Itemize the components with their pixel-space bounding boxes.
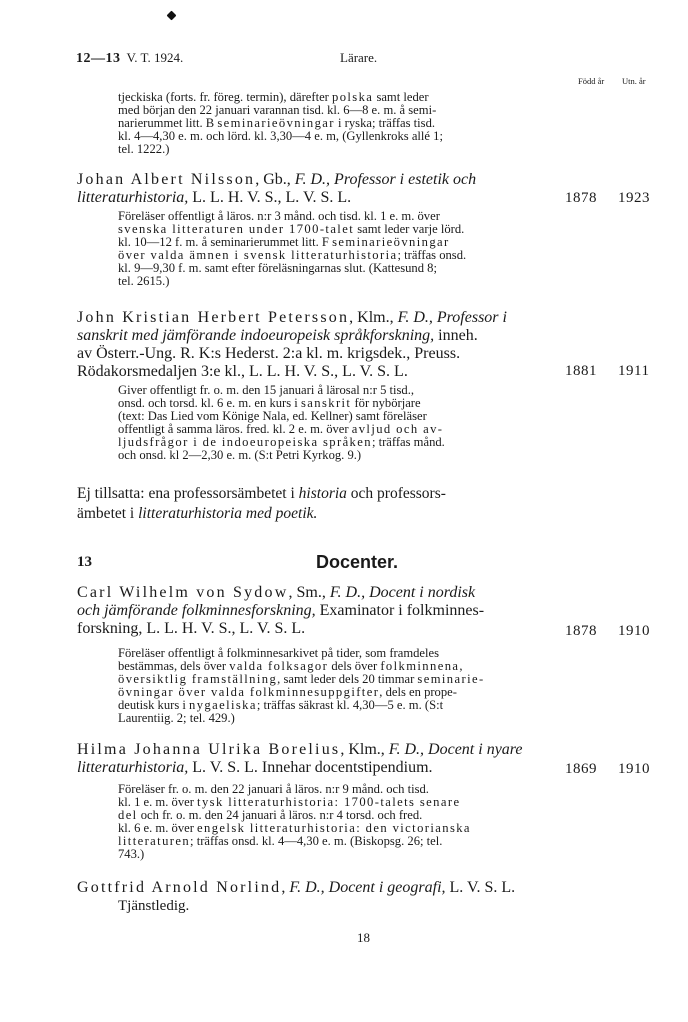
- text-run: samt leder varje lörd.: [354, 222, 465, 236]
- text-line: [77, 309, 557, 327]
- italic-run: F. D., Docent i geografi,: [289, 879, 446, 896]
- text-run: , Klm.,: [349, 309, 398, 326]
- italic-run: F. D., Docent i nordisk: [329, 584, 476, 601]
- entry-name-nilsson: [77, 171, 557, 207]
- text-line: [77, 741, 557, 759]
- text-line: [118, 848, 554, 861]
- text-run: av Österr.-Ung. R. K:s Hederst. 2:a kl. m. krigsdek., Preuss.: [77, 345, 461, 362]
- spaced-run: över valda ämnen i svensk litteraturhistoria: [118, 248, 398, 262]
- text-line: [118, 275, 554, 288]
- spaced-run: svenska litteraturen under 1700-talet: [118, 222, 355, 236]
- entry-name-petersson: [77, 309, 557, 381]
- text-run: Examinator i folkminnes-: [315, 602, 485, 619]
- text-run: kl. 4—4,30 e. m. och lörd. kl. 3,30—4 e. m, (Gyllenkroks allé 1;: [118, 129, 443, 143]
- spaced-run: avljud och av-: [351, 422, 444, 436]
- text-run: ,: [281, 879, 290, 896]
- spaced-run: seminarieövningar: [217, 116, 335, 130]
- person-name: Gottfrid Arnold Norlind: [77, 879, 282, 896]
- text-run: forskning, L. L. H. V. S., L. V. S. L.: [77, 620, 306, 637]
- text-line: [77, 171, 557, 189]
- appointed-year: 1923: [618, 190, 650, 206]
- entry-desc-nilsson: [118, 210, 554, 288]
- docent-desc-borelius: [118, 783, 554, 861]
- appointed-year: 1910: [618, 761, 650, 777]
- text-run: för nybörjare: [351, 396, 421, 410]
- person-name: John Kristian Herbert Petersson: [77, 309, 350, 326]
- text-run: kl. 10—12 f. m. å seminarierummet litt. F: [118, 235, 333, 249]
- text-run: samt leder: [373, 90, 429, 104]
- text-line: [77, 620, 557, 638]
- term-label: V. T. 1924.: [126, 50, 184, 65]
- section-number: 12—13: [76, 51, 121, 66]
- text-run: och fr. o. m. den 24 januari å läros. n:r 4 torsd. och fred.: [137, 808, 423, 822]
- text-run: inneh.: [434, 327, 478, 344]
- text-run: L. V. S. L. Innehar docentstipendium.: [188, 759, 433, 776]
- vacancy-note: [77, 484, 567, 524]
- appointed-year: 1911: [618, 363, 650, 379]
- born-year: 1878: [565, 190, 597, 206]
- italic-run: F. D., Docent i nyare: [388, 741, 523, 758]
- text-run: bestämmas, dels över: [118, 659, 230, 673]
- born-year: 1869: [565, 761, 597, 777]
- text-run: ämbetet i: [77, 505, 139, 522]
- text-run: , Sm.,: [288, 584, 330, 601]
- text-run: ; träffas onsd. kl. 4—4,30 e. m. (Biskopsg. 26; tel.: [190, 834, 443, 848]
- text-run: Föreläser fr. o. m. den 22 januari å läros. n:r 9 månd. och tisd.: [118, 782, 429, 796]
- text-run: i ryska; träffas tisd.: [334, 116, 436, 130]
- running-header-title: Lärare.: [340, 50, 378, 65]
- italic-run: F. D., Professor i estetik och: [294, 171, 477, 188]
- spaced-run: översiktlig framställning: [118, 672, 278, 686]
- docent-name-sydow: [77, 584, 557, 638]
- italic-run: litteraturhistoria,: [77, 189, 189, 206]
- continuation-text: [118, 91, 554, 156]
- text-run: och onsd. kl 2—2,30 e. m. (S:t Petri Kyrkog. 9.): [118, 448, 362, 462]
- born-year: 1881: [565, 363, 597, 379]
- person-name: Johan Albert Nilsson: [77, 171, 256, 188]
- person-name: Carl Wilhelm von Sydow: [77, 584, 289, 601]
- text-line: [118, 712, 554, 725]
- text-run: deutisk kurs i: [118, 698, 190, 712]
- docent-name-borelius: [77, 741, 557, 777]
- text-line: [77, 879, 557, 897]
- born-year: 1878: [565, 623, 597, 639]
- docent-name-norlind: [77, 879, 557, 897]
- text-run: kl. 1 e. m. över: [118, 795, 198, 809]
- ink-mark-icon: [167, 11, 177, 21]
- section-number-13: 13: [77, 554, 92, 570]
- text-run: och professors-: [346, 485, 446, 502]
- spaced-run: övningar över valda folkminnesuppgifter: [118, 685, 380, 699]
- text-line: [77, 602, 557, 620]
- italic-run: F. D., Professor i: [397, 309, 507, 326]
- page-number: 18: [357, 930, 370, 945]
- text-run: Laurentiig. 2; tel. 429.): [118, 711, 235, 725]
- text-run: med början den 22 januari varannan tisd. kl. 6—8 e. m. å semi-: [118, 103, 437, 117]
- text-run: onsd. och torsd. kl. 6 e. m. en kurs i: [118, 396, 301, 410]
- text-line: [77, 327, 557, 345]
- spaced-run: seminarieövningar: [332, 235, 450, 249]
- docent-desc-sydow: [118, 647, 554, 725]
- text-run: , samt leder dels 20 timmar: [277, 672, 418, 686]
- text-run: , Gb.,: [255, 171, 295, 188]
- spaced-run: ljudsfrågor i de indoeuropeiska språken: [118, 435, 372, 449]
- text-run: dels över: [328, 659, 381, 673]
- text-run: kl. 6 e. m. över: [118, 821, 198, 835]
- text-line: [118, 130, 554, 143]
- italic-run: litteraturhistoria,: [77, 759, 189, 776]
- section-title: Docenter.: [316, 552, 399, 572]
- spaced-run: seminarie-: [417, 672, 485, 686]
- spaced-run: nygaeliska: [189, 698, 257, 712]
- text-line: [77, 484, 567, 504]
- person-name: Hilma Johanna Ulrika Borelius: [77, 741, 341, 758]
- text-line: [77, 189, 557, 207]
- running-header-left: [76, 50, 183, 67]
- text-run: Föreläser offentligt å läros. n:r 3 månd. och tisd. kl. 1 e. m. över: [118, 209, 440, 223]
- italic-run: och jämförande folkminnesforskning,: [77, 602, 316, 619]
- spaced-run: litteraturen: [118, 834, 191, 848]
- text-run: , Klm.,: [340, 741, 389, 758]
- text-line: [118, 449, 554, 462]
- text-run: ; träffas månd.: [371, 435, 445, 449]
- italic-run: historia: [298, 485, 347, 502]
- text-run: ; träffas säkrast kl. 4,30—5 e. m. (S:t: [256, 698, 444, 712]
- text-run: L. L. H. V. S., L. V. S. L.: [188, 189, 352, 206]
- column-head-born: Född år: [578, 76, 605, 86]
- text-run: tel. 2615.): [118, 274, 170, 288]
- appointed-year: 1910: [618, 623, 650, 639]
- text-line: [118, 143, 554, 156]
- text-run: Tjänstledig.: [118, 898, 190, 914]
- italic-run: sanskrit med jämförande indoeuropeisk språkforskning,: [77, 327, 435, 344]
- text-run: tel. 1222.): [118, 142, 170, 156]
- text-run: kl. 9—9,30 f. m. samt efter föreläsningarnas slut. (Kattesund 8;: [118, 261, 437, 275]
- text-line: [77, 584, 557, 602]
- text-run: offentligt å samma läros. fred. kl. 2 e. m. över: [118, 422, 352, 436]
- text-run: Giver offentligt fr. o. m. den 15 januari å lärosal n:r 5 tisd.,: [118, 383, 415, 397]
- spaced-run: folkminnena,: [380, 659, 464, 673]
- text-run: Rödakorsmedaljen 3:e kl., L. L. H. V. S., L. V. S. L.: [77, 363, 408, 380]
- spaced-run: polska: [332, 90, 374, 104]
- spaced-run: sanskrit: [300, 396, 352, 410]
- spaced-run: valda folksagor: [229, 659, 329, 673]
- column-head-appointed: Utn. år: [622, 76, 646, 86]
- italic-run: litteraturhistoria med poetik.: [138, 505, 318, 522]
- text-run: ; träffas onsd.: [397, 248, 467, 262]
- text-line: [118, 897, 554, 915]
- spaced-run: tysk litteraturhistoria: 1700-talets senare: [197, 795, 461, 809]
- spaced-run: engelsk litteraturhistoria: den victorianska: [197, 821, 471, 835]
- text-run: Ej tillsatta: ena professorsämbetet i: [77, 485, 299, 502]
- text-run: L. V. S. L.: [445, 879, 516, 896]
- text-line: [77, 504, 567, 524]
- text-run: tjeckiska (forts. fr. föreg. termin), därefter: [118, 90, 333, 104]
- docent-desc-norlind: [118, 897, 554, 915]
- text-run: narierummet litt. B: [118, 116, 218, 130]
- text-line: [118, 262, 554, 275]
- text-line: [77, 345, 557, 363]
- entry-desc-petersson: [118, 384, 554, 462]
- text-run: 743.): [118, 847, 145, 861]
- text-run: (text: Das Lied vom Könige Nala, ed. Kellner) samt föreläser: [118, 409, 427, 423]
- text-line: [77, 759, 557, 777]
- text-run: , dels en prope-: [379, 685, 457, 699]
- text-line: [118, 835, 554, 848]
- text-line: [77, 363, 557, 381]
- spaced-run: del: [118, 808, 138, 822]
- text-run: Föreläser offentligt å folkminnesarkivet på tider, som framdeles: [118, 646, 440, 660]
